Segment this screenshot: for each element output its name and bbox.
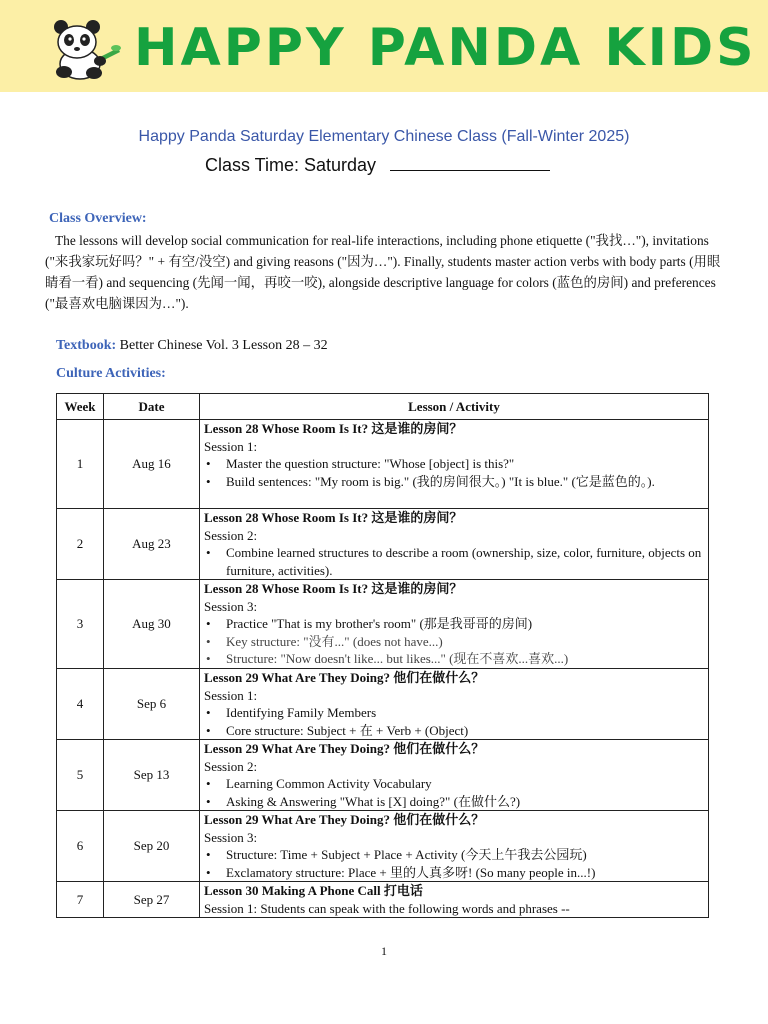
lesson-cell: [200, 882, 709, 918]
textbook-line: [56, 338, 328, 354]
week-cell: 5: [57, 740, 104, 811]
header-week: Week: [57, 394, 104, 420]
date-cell: Sep 20: [104, 811, 200, 882]
session-label: Session 1:: [204, 438, 258, 454]
panda-icon: [44, 18, 122, 82]
header-date: Date: [104, 394, 200, 420]
bullet-item: • Core structure: Subject + 在 + Verb + (Object): [204, 722, 704, 740]
date-cell: Aug 23: [104, 509, 200, 580]
week-cell: 1: [57, 420, 104, 509]
session-label: Session 2:: [204, 527, 258, 543]
bullet-item: • Combine learned structures to describe a room (ownership, size, color, furniture, objects on furniture, activities).: [204, 544, 704, 579]
lesson-cell: [200, 811, 709, 882]
bullet-item: • Practice "That is my brother's room" (那是我哥哥的房间): [204, 615, 704, 633]
lesson-title: Lesson 30 Making A Phone Call 打电话: [204, 883, 423, 898]
table-row: [57, 509, 709, 580]
date-cell: Sep 27: [104, 882, 200, 918]
week-cell: 4: [57, 669, 104, 740]
session-label: Session 2:: [204, 758, 258, 774]
lesson-title: Lesson 29 What Are They Doing? 他们在做什么？: [204, 741, 485, 756]
session-label: Session 1:: [204, 687, 258, 703]
bullet-item: • Exclamatory structure: Place + 里的人真多呀! (So many people in...!): [204, 864, 704, 882]
date-cell: Sep 6: [104, 669, 200, 740]
textbook-value: Better Chinese Vol. 3 Lesson 28 – 32: [119, 338, 328, 353]
brand-title: HAPPY PANDA KIDS: [134, 18, 757, 78]
page-number: 1: [381, 944, 387, 958]
week-cell: 3: [57, 580, 104, 669]
bullet-item: • Key structure: "没有..." (does not have...): [204, 633, 704, 651]
date-cell: Aug 30: [104, 580, 200, 669]
lesson-title: Lesson 28 Whose Room Is It? 这是谁的房间？: [204, 510, 463, 525]
bullet-item: • Learning Common Activity Vocabulary: [204, 775, 704, 793]
overview-text: The lessons will develop social communication for real-life interactions, including phone etiquette ("我找…"), invitations ("来我家玩好吗？" + 有空/没空) and giving reasons ("因为…"). Finally, students master action verbs with body parts (用眼睛看一看) and sequencing (先闻一闻，再咬一咬), alongside descriptive language for colors (蓝色的房间) and preferences ("最喜欢电脑课因为…").: [45, 233, 721, 311]
class-time-label: Class Time: Saturday: [205, 155, 377, 175]
overview-label: Class Overview:: [49, 211, 147, 226]
lesson-cell: [200, 740, 709, 811]
week-cell: 7: [57, 882, 104, 918]
table-row: [57, 420, 709, 509]
bullet-item: • Master the question structure: "Whose [object] is this?": [204, 455, 704, 473]
lesson-title: Lesson 28 Whose Room Is It? 这是谁的房间？: [204, 421, 463, 436]
table-row: [57, 740, 709, 811]
class-time: [205, 154, 550, 176]
lesson-title: Lesson 28 Whose Room Is It? 这是谁的房间？: [204, 581, 463, 596]
table-row: [57, 580, 709, 669]
session-label: Session 1: Students can speak with the following words and phrases --: [204, 900, 570, 916]
bullet-item: • Build sentences: "My room is big." (我的房间很大。) "It is blue." (它是蓝色的。).: [204, 473, 704, 491]
bullet-item: • Asking & Answering "What is [X] doing?" (在做什么?): [204, 793, 704, 811]
bullet-item: • Structure: "Now doesn't like... but likes..." (现在不喜欢...喜欢...): [204, 650, 704, 668]
session-label: Session 3:: [204, 829, 258, 845]
table-row: [57, 811, 709, 882]
lesson-cell: [200, 580, 709, 669]
lesson-cell: [200, 669, 709, 740]
culture-activities-label: Culture Activities:: [56, 366, 166, 381]
table-row: [57, 882, 709, 918]
document-title: Happy Panda Saturday Elementary Chinese Class (Fall-Winter 2025): [138, 128, 630, 145]
table-row: [57, 669, 709, 740]
date-cell: Aug 16: [104, 420, 200, 509]
header-lesson: Lesson / Activity: [200, 394, 709, 420]
session-label: Session 3:: [204, 598, 258, 614]
lesson-cell: [200, 509, 709, 580]
lesson-title: Lesson 29 What Are They Doing? 他们在做什么？: [204, 670, 485, 685]
class-time-blank: [390, 154, 550, 171]
bullet-item: • Identifying Family Members: [204, 704, 704, 722]
week-cell: 2: [57, 509, 104, 580]
lesson-title: Lesson 29 What Are They Doing? 他们在做什么？: [204, 812, 485, 827]
schedule-table: [56, 393, 709, 918]
table-header-row: [57, 394, 709, 420]
header-banner: [0, 0, 768, 92]
week-cell: 6: [57, 811, 104, 882]
lesson-cell: [200, 420, 709, 509]
textbook-label: Textbook:: [56, 338, 117, 353]
bullet-item: • Structure: Time + Subject + Place + Activity (今天上午我去公园玩): [204, 846, 704, 864]
date-cell: Sep 13: [104, 740, 200, 811]
